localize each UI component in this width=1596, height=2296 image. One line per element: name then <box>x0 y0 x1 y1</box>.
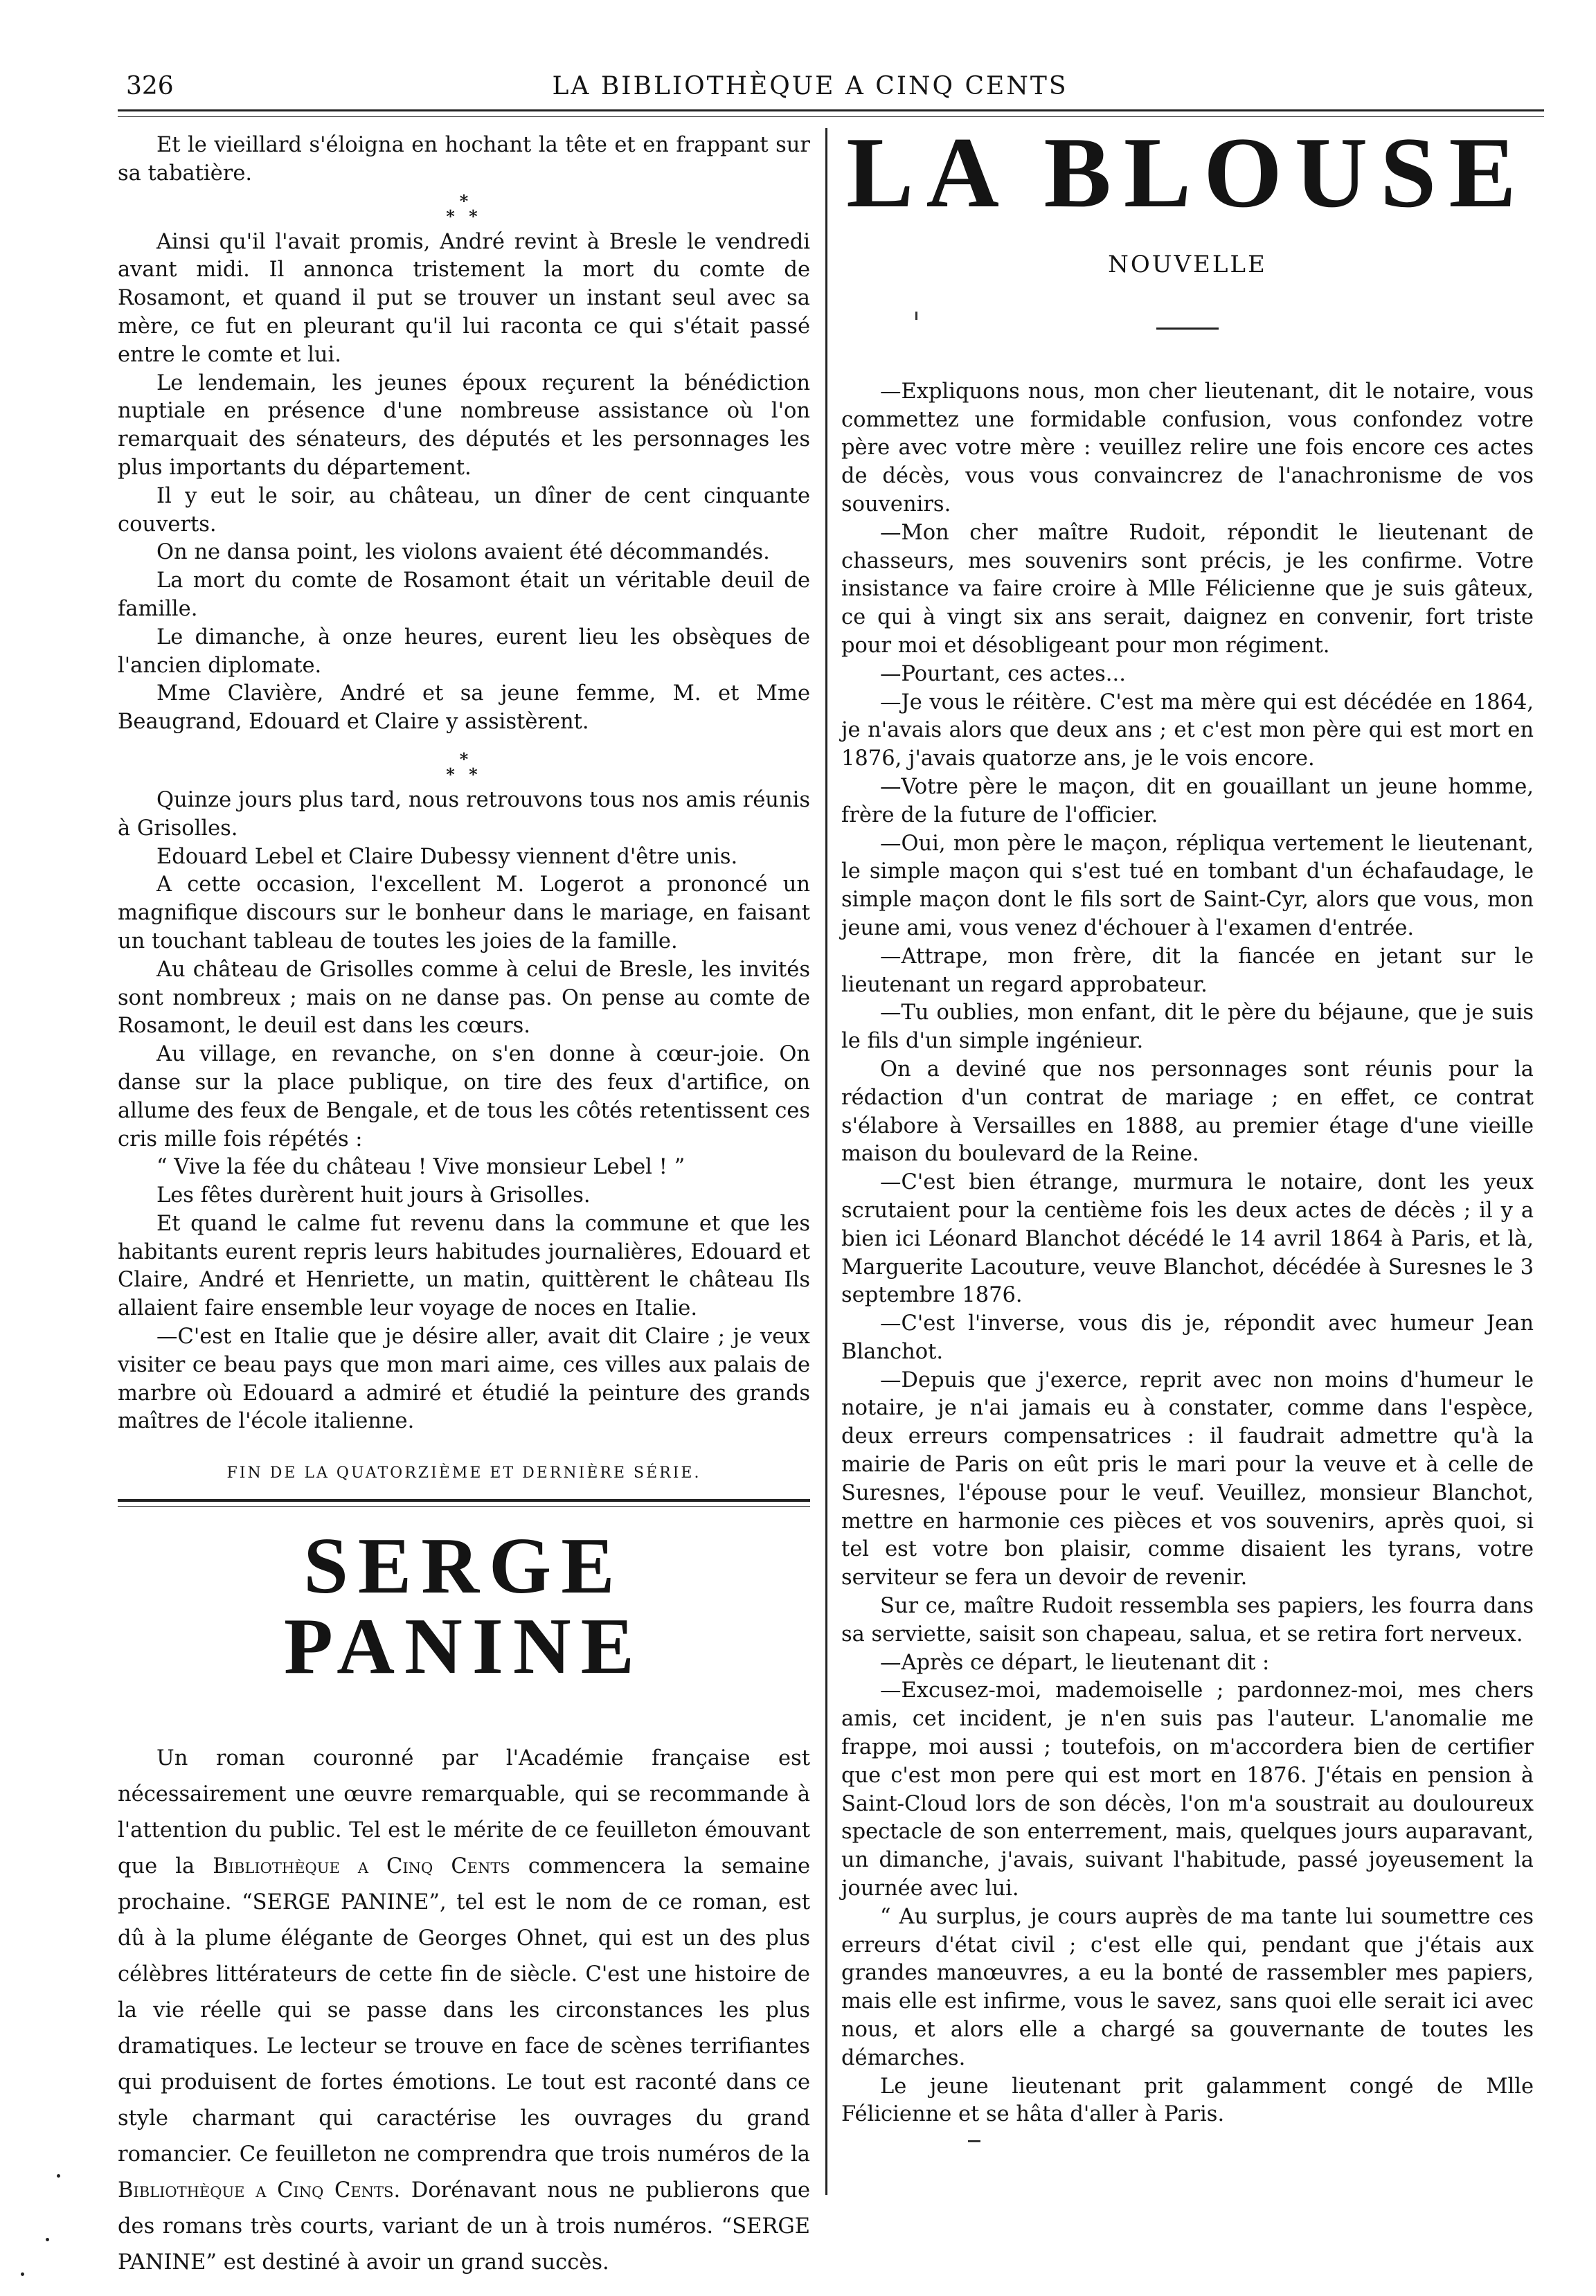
paragraph: —Attrape, mon frère, dit la fiancée en jetant sur le lieutenant un regard approbateur. <box>841 944 1534 997</box>
paragraph: Quinze jours plus tard, nous retrouvons tous nos amis réunis à Grisolles. <box>118 787 810 841</box>
right-column <box>841 116 1534 2129</box>
paragraph: A cette occasion, l'excellent M. Logerot a prononcé un magnifique discours sur le bonheur dans le mariage, en faisant un touchant tableau de toutes les joies de la famille. <box>118 872 810 953</box>
serge-panine-title: SERGE PANINE <box>283 1522 645 1692</box>
paragraph: —Oui, mon père le maçon, répliqua vertement le lieutenant, le simple maçon qui s'est tué en tombant d'un échafaudage, le simple maçon dont le fils sort de Saint-Cyr, alors que vous, mon jeune ami, vous venez d'échouer à l'examen d'entrée. <box>841 831 1534 940</box>
paragraph: “ Au surplus, je cours auprès de ma tante lui soumettre ces erreurs d'état civil ; c'est elle qui, pendant que j'étais aux grandes manœuvres, a eu la bonté de rassembler mes papiers, mais elle est infirme, vous le savez, sans quoi elle serait ici avec nous, et alors elle a chargé sa gouvernante de toutes les démarches. <box>841 1904 1534 2070</box>
paragraph: Et le vieillard s'éloigna en hochant la tête et en frappant sur sa tabatière. <box>118 133 810 186</box>
page-header <box>118 72 1503 108</box>
paragraph: —C'est en Italie que je désire aller, avait dit Claire ; je veux visiter ce beau pays que mon mari aime, ces villes aux palais de marbre où Edouard a admiré et étudié la peinture des grands maîtres de l'école italienne. <box>118 1325 810 1434</box>
running-title: LA BIBLIOTHÈQUE A CINQ CENTS <box>552 72 1068 100</box>
paragraph: —Après ce départ, le lieutenant dit : <box>880 1650 1270 1675</box>
paragraph: —Je vous le réitère. C'est ma mère qui est décédée en 1864, je n'avais alors que deux ans ; et c'est mon père qui est mort en 1876, j'avais quatorze ans, je le vois encore. <box>841 690 1534 771</box>
section-rule <box>118 1499 810 1502</box>
paragraph: On a deviné que nos personnages sont réunis pour la rédaction d'un contrat de mariage ; en effet, ce contrat s'élabore à Versailles en 1888, au premier étage d'une vieille maison du boulevard de la Reine. <box>841 1057 1534 1167</box>
paragraph: Mme Clavière, André et sa jeune femme, M. et Mme Beaugrand, Edouard et Claire y assistèrent. <box>118 681 810 735</box>
paragraph: Edouard Lebel et Claire Dubessy viennent d'être unis. <box>156 844 738 869</box>
page-number: 326 <box>126 72 174 100</box>
print-mark <box>915 312 917 320</box>
paragraph: —Pourtant, ces actes... <box>880 661 1126 686</box>
paragraph: Les fêtes durèrent huit jours à Grisolles. <box>156 1183 591 1208</box>
paragraph: Au village, en revanche, on s'en donne à cœur-joie. On danse sur la place publique, on tire des feux d'artifice, on allume des feux de Bengale, et de tous les côtés retentissent ces cris mille fois répétés : <box>118 1042 810 1151</box>
paragraph: —Expliquons nous, mon cher lieutenant, dit le notaire, vous commettez une formidable confusion, vous confondez votre père avec votre mère : veuillez relire une fois encore ces actes de décès, vous vous convaincrez de l'anachronisme de vos souvenirs. <box>841 379 1534 517</box>
section-asterism: * * * <box>446 748 482 784</box>
paragraph: Et quand le calme fut revenu dans la commune et que les habitants eurent repris leurs habitudes journalières, Edouard et Claire, André et Henriette, un matin, quittèrent le château Ils allaient faire ensemble leur voyage de noces en Italie. <box>118 1211 810 1321</box>
paragraph: —C'est bien étrange, murmura le notaire, dont les yeux scrutaient pour la centième fois les deux actes de décès ; il y a bien ici Léonard Blanchot décédé le 14 avril 1864 à Paris, et là, Marguerite Lacouture, veuve Blanchot, décédée à Suresnes le 3 septembre 1876. <box>841 1170 1534 1308</box>
paragraph: —Excusez-moi, mademoiselle ; pardonnez-moi, mes chers amis, cet incident, je n'en suis pas l'auteur. L'anomalie me frappe, moi aussi ; toutefois, on m'accordera bien de certifier que c'est mon pere qui est mort en 1876. J'étais en pension à Saint-Cloud lors de son décès, l'on m'a soustrait au douloureux spectacle de son enterrement, mais, quelques jours auparavant, un dimanche, j'avais, suivant l'habitude, passé joyeusement la journée avec lui. <box>841 1678 1534 1901</box>
story-subtitle: NOUVELLE <box>1108 251 1267 278</box>
paragraph: Le lendemain, les jeunes époux reçurent la bénédiction nuptiale en présence d'une nombreuse assistance où l'on remarquait des sénateurs, des députés et les personnages les plus importants du département. <box>118 370 810 480</box>
header-rule <box>118 109 1544 111</box>
paragraph: Le dimanche, à onze heures, eurent lieu les obsèques de l'ancien diplomate. <box>118 625 810 678</box>
paragraph: Il y eut le soir, au château, un dîner de cent cinquante couverts. <box>118 483 810 537</box>
end-dash <box>968 2140 980 2142</box>
column-divider <box>825 128 827 2195</box>
announcement-paragraph: Un roman couronné par l'Académie française est nécessairement une œuvre remarquable, qui se recommande à l'attention du public. Tel est le mérite de ce feuilleton émouvant que la Bibliothèque a Cinq Cents commencera la semaine prochaine. “SERGE PANINE”, tel est le nom de ce roman, est dû à la plume élégante de Georges Ohnet, qui est un des plus célèbres littérateurs de cette fin de siècle. C'est une histoire de la vie réelle qui se passe dans les circonstances les plus dramatiques. Le lecteur se trouve en face de scènes terrifiantes qui produisent de fortes émotions. Le tout est raconté dans ce style charmant qui caractérise les ouvrages du grand romancier. Ce feuilleton ne comprendra que trois numéros de la Bibliothèque a Cinq Cents. Dorénavant nous ne publierons que des romans très courts, variant de un à trois numéros. “SERGE PANINE” est destiné à avoir un grand succès. <box>118 1746 811 2275</box>
subtitle-rule <box>1156 328 1219 330</box>
left-column <box>118 132 810 2281</box>
quote-paragraph: “ Vive la fée du château ! Vive monsieur Lebel ! ” <box>156 1155 685 1180</box>
print-speck <box>46 2238 49 2241</box>
paragraph: Le jeune lieutenant prit galamment congé de Mlle Félicienne et se hâta d'aller à Paris. <box>841 2074 1534 2127</box>
paragraph: La mort du comte de Rosamont était un véritable deuil de famille. <box>118 568 810 621</box>
la-blouse-title: LA BLOUSE <box>846 116 1529 228</box>
paragraph: —C'est l'inverse, vous dis je, répondit avec humeur Jean Blanchot. <box>841 1311 1534 1364</box>
paragraph: Sur ce, maître Rudoit ressembla ses papiers, les fourra dans sa serviette, saisit son chapeau, salua, et se retira fort nerveux. <box>841 1594 1534 1647</box>
section-asterism: * * * <box>446 190 482 226</box>
section-rule-thin <box>118 1506 810 1507</box>
paragraph: —Tu oublies, mon enfant, dit le père du béjaune, que je suis le fils d'un simple ingénieur. <box>841 1001 1534 1054</box>
paragraph: —Mon cher maître Rudoit, répondit le lieutenant de chasseurs, mes souvenirs sont précis, je les confirme. Votre insistance va faire croire à Mlle Félicienne que je suis gâteux, ce qui à vingt six ans serait, daignez en convenir, fort triste pour moi et désobligeant pour mon régiment. <box>841 520 1534 658</box>
print-speck <box>21 2272 24 2276</box>
paragraph: Ainsi qu'il l'avait promis, André revint à Bresle le vendredi avant midi. Il annonca tristement la mort du comte de Rosamont, et quand il put se trouver un instant seul avec sa mère, ce fut en pleurant qu'il lui raconta ce qui s'était passé entre le comte et lui. <box>118 229 810 367</box>
print-speck <box>57 2174 60 2178</box>
paragraph: Au château de Grisolles comme à celui de Bresle, les invités sont nombreux ; mais on ne danse pas. On pense au comte de Rosamont, le deuil est dans les cœurs. <box>118 957 810 1039</box>
serge-panine-announcement <box>118 1741 810 2281</box>
end-of-series-note: FIN DE LA QUATORZIÈME ET DERNIÈRE SÉRIE. <box>226 1464 701 1482</box>
paragraph: On ne dansa point, les violons avaient été décommandés. <box>156 540 770 565</box>
paragraph: —Votre père le maçon, dit en gouaillant un jeune homme, frère de la future de l'officier. <box>841 774 1534 827</box>
paragraph: —Depuis que j'exerce, reprit avec non moins d'humeur le notaire, je n'ai jamais eu à constater, comme dans l'espèce, deux erreurs compensatrices : il faudrait admettre qu'à la mairie de Paris on eût pris le mari pour la veuve et à celle de Suresnes, l'épouse pour le veuf. Veuillez, monsieur Blanchot, mettre en harmonie ces pièces et vos souvenirs, après quoi, si tel est votre bon plaisir, comme disaient les tyrans, votre serviteur se fera un devoir de revenir. <box>841 1367 1534 1590</box>
